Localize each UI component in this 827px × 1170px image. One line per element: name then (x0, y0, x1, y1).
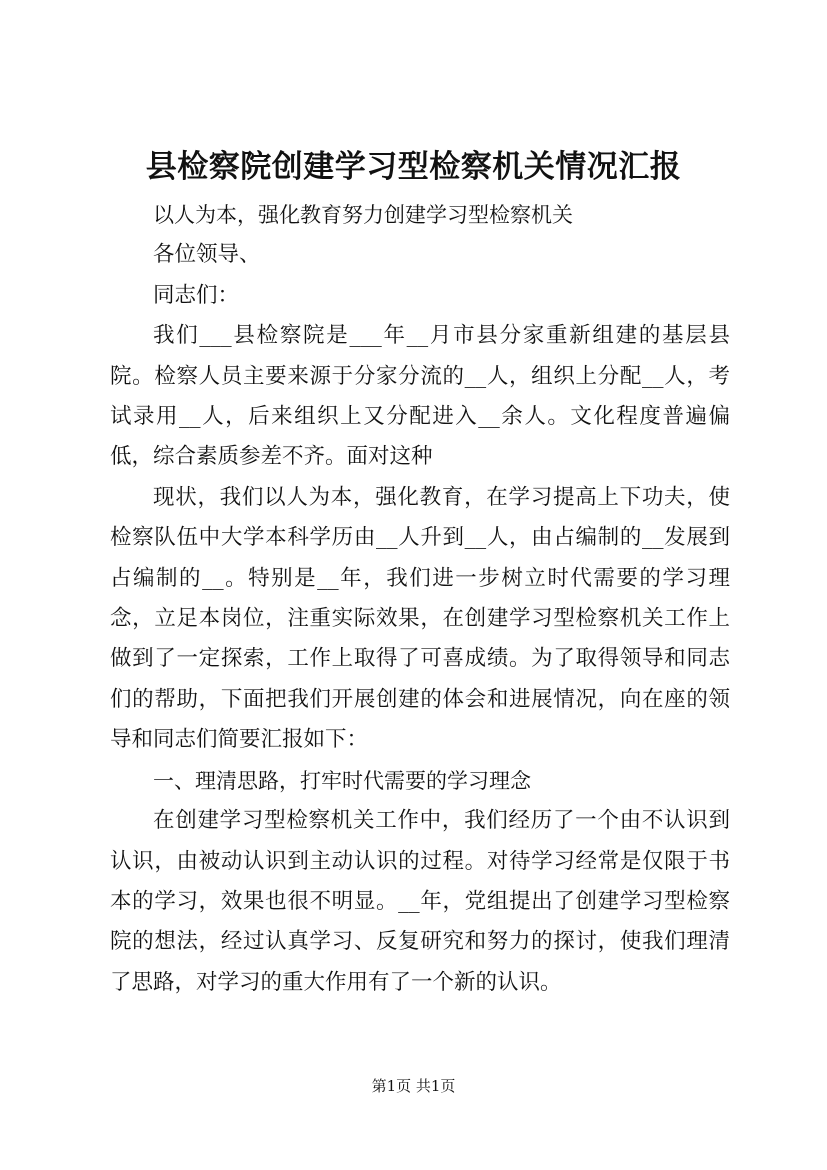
paragraph-section-1: 在创建学习型检察机关工作中，我们经历了一个由不认识到认识，由被动认识到主动认识的过程。对待学习经常是仅限于书本的学习，效果也很不明显。__年，党组提出了创建学习型检察院的想法，经过认真学习、反复研究和努力的探讨，使我们理清了思路，对学习的重大作用有了一个新的认识。 (110, 808, 730, 995)
document-title: 县检察院创建学习型检察机关情况汇报 (145, 149, 682, 185)
section-heading-1: 一、理清思路，打牢时代需要的学习理念 (153, 768, 531, 793)
page-number-footer: 第1页 共1页 (371, 1077, 456, 1095)
salutation-leaders: 各位领导、 (153, 242, 261, 268)
paragraph-intro: 我们___县检察院是___年__月市县分家重新组建的基层县院。检察人员主要来源于分家分流的__人，组织上分配__人，考试录用__人，后来组织上又分配进入__余人。文化程度普遍偏低，综合素质参差不齐。面对这种 (110, 323, 730, 470)
document-body (110, 195, 730, 1003)
document-subtitle: 以人为本，强化教育努力创建学习型检察机关 (153, 203, 573, 227)
paragraph-status: 现状，我们以人为本，强化教育，在学习提高上下功夫，使检察队伍中大学本科学历由__人升到__人，由占编制的__发展到占编制的__。特别是__年，我们进一步树立时代需要的学习理念，立足本岗位，注重实际效果，在创建学习型检察机关工作上做到了一定探索，工作上取得了可喜成绩。为了取得领导和同志们的帮助，下面把我们开展创建的体会和进展情况，向在座的领导和同志们简要汇报如下： (110, 484, 730, 753)
salutation-comrades: 同志们： (153, 282, 240, 308)
